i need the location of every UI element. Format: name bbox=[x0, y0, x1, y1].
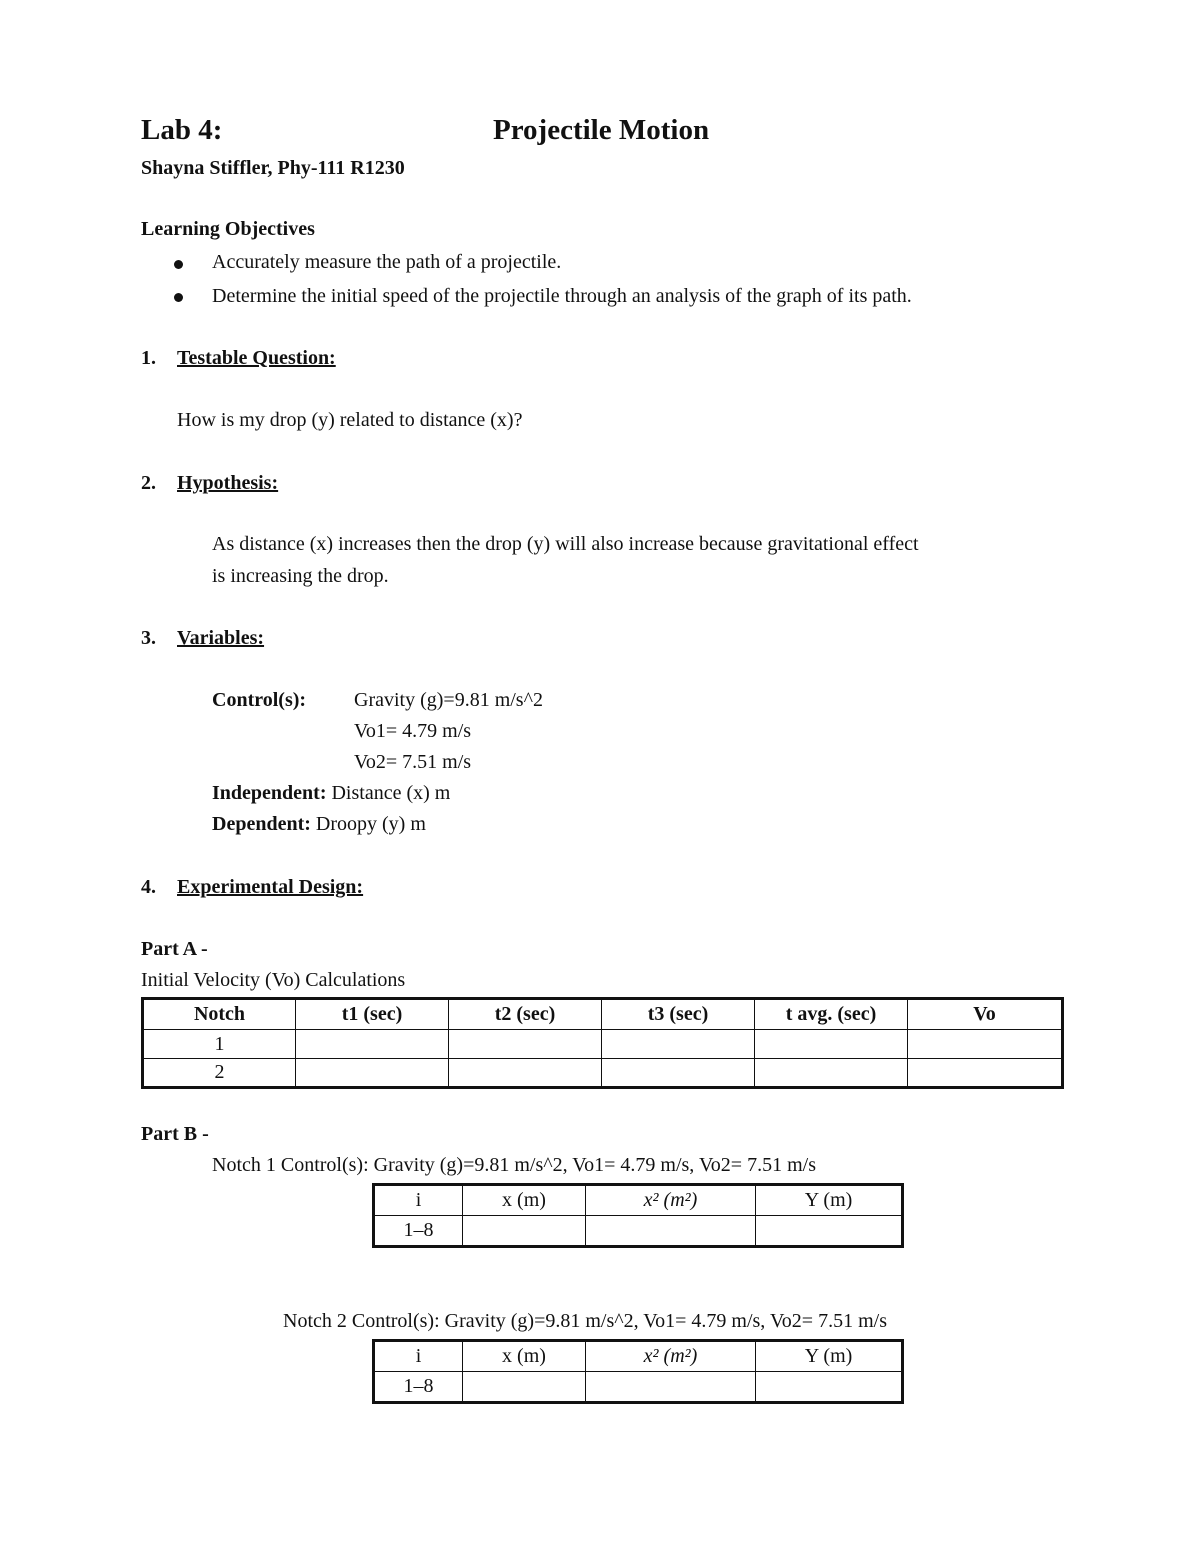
table-row bbox=[374, 1372, 903, 1403]
table-cell bbox=[449, 1059, 602, 1088]
section-3-number: 3. bbox=[141, 627, 156, 649]
bullet-icon bbox=[174, 293, 183, 302]
objectives-heading: Learning Objectives bbox=[141, 218, 315, 240]
column-header: x (m) bbox=[463, 1341, 586, 1372]
table-cell: 2 bbox=[143, 1059, 296, 1088]
table-cell bbox=[296, 1059, 449, 1088]
table-cell: 1 bbox=[143, 1030, 296, 1059]
column-header: t2 (sec) bbox=[449, 999, 602, 1030]
column-header: Notch bbox=[143, 999, 296, 1030]
notch-2-caption: Notch 2 Control(s): Gravity (g)=9.81 m/s^2, Vo1= 4.79 m/s, Vo2= 7.51 m/s bbox=[283, 1310, 887, 1332]
part-b-label: Part B - bbox=[141, 1123, 209, 1145]
column-header: x² (m²) bbox=[586, 1185, 756, 1216]
table-cell bbox=[602, 1030, 755, 1059]
section-1-heading: Testable Question: bbox=[177, 347, 336, 369]
table-row bbox=[143, 1059, 1063, 1088]
column-header: i bbox=[374, 1341, 463, 1372]
table-row bbox=[374, 1216, 903, 1247]
objective-item: Accurately measure the path of a projectile. bbox=[212, 251, 562, 273]
table-cell bbox=[449, 1030, 602, 1059]
control-value: Gravity (g)=9.81 m/s^2 bbox=[354, 689, 543, 711]
control-value: Vo2= 7.51 m/s bbox=[354, 751, 472, 773]
independent-value: Distance (x) m bbox=[331, 782, 451, 804]
testable-question: How is my drop (y) related to distance (x)? bbox=[177, 409, 523, 431]
table-cell: 1–8 bbox=[374, 1216, 463, 1247]
control-label: Control(s): bbox=[212, 689, 307, 711]
notch-1-table bbox=[372, 1183, 904, 1248]
column-header: Y (m) bbox=[756, 1341, 903, 1372]
table-cell bbox=[463, 1372, 586, 1403]
section-3-heading: Variables: bbox=[177, 627, 265, 649]
notch-1-caption: Notch 1 Control(s): Gravity (g)=9.81 m/s^2, Vo1= 4.79 m/s, Vo2= 7.51 m/s bbox=[212, 1154, 816, 1176]
independent-label: Independent: bbox=[212, 782, 327, 804]
bullet-icon bbox=[174, 260, 183, 269]
section-1-number: 1. bbox=[141, 347, 156, 369]
table-cell bbox=[463, 1216, 586, 1247]
table-cell bbox=[755, 1059, 908, 1088]
dependent-label: Dependent: bbox=[212, 813, 311, 835]
part-a-caption: Initial Velocity (Vo) Calculations bbox=[141, 969, 406, 991]
column-header: t avg. (sec) bbox=[755, 999, 908, 1030]
notch-2-table bbox=[372, 1339, 904, 1404]
section-2-heading: Hypothesis: bbox=[177, 472, 279, 494]
table-cell: 1–8 bbox=[374, 1372, 463, 1403]
table-cell bbox=[756, 1216, 903, 1247]
control-value: Vo1= 4.79 m/s bbox=[354, 720, 472, 742]
table-cell bbox=[602, 1059, 755, 1088]
section-2-number: 2. bbox=[141, 472, 156, 494]
part-a-table bbox=[141, 997, 1064, 1089]
dependent-value: Droopy (y) m bbox=[315, 813, 426, 835]
column-header: t1 (sec) bbox=[296, 999, 449, 1030]
table-cell bbox=[756, 1372, 903, 1403]
lab-label: Lab 4: bbox=[141, 114, 223, 146]
column-header: x² (m²) bbox=[586, 1341, 756, 1372]
author-line: Shayna Stiffler, Phy-111 R1230 bbox=[141, 157, 405, 179]
hypothesis-line-2: is increasing the drop. bbox=[212, 565, 389, 587]
section-4-number: 4. bbox=[141, 876, 156, 898]
objective-item: Determine the initial speed of the projectile through an analysis of the graph of its path. bbox=[212, 285, 912, 307]
column-header: Vo bbox=[908, 999, 1063, 1030]
column-header: t3 (sec) bbox=[602, 999, 755, 1030]
hypothesis-line-1: As distance (x) increases then the drop (y) will also increase because gravitational effect bbox=[212, 533, 919, 555]
column-header: x (m) bbox=[463, 1185, 586, 1216]
part-a-label: Part A - bbox=[141, 938, 208, 960]
dependent-variable bbox=[212, 813, 426, 836]
table-cell bbox=[296, 1030, 449, 1059]
page-title: Projectile Motion bbox=[493, 114, 710, 146]
table-cell bbox=[908, 1030, 1063, 1059]
independent-variable bbox=[212, 782, 450, 805]
column-header: Y (m) bbox=[756, 1185, 903, 1216]
column-header: i bbox=[374, 1185, 463, 1216]
section-4-heading: Experimental Design: bbox=[177, 876, 364, 898]
table-row bbox=[143, 1030, 1063, 1059]
table-cell bbox=[755, 1030, 908, 1059]
table-cell bbox=[586, 1372, 756, 1403]
table-cell bbox=[586, 1216, 756, 1247]
table-cell bbox=[908, 1059, 1063, 1088]
